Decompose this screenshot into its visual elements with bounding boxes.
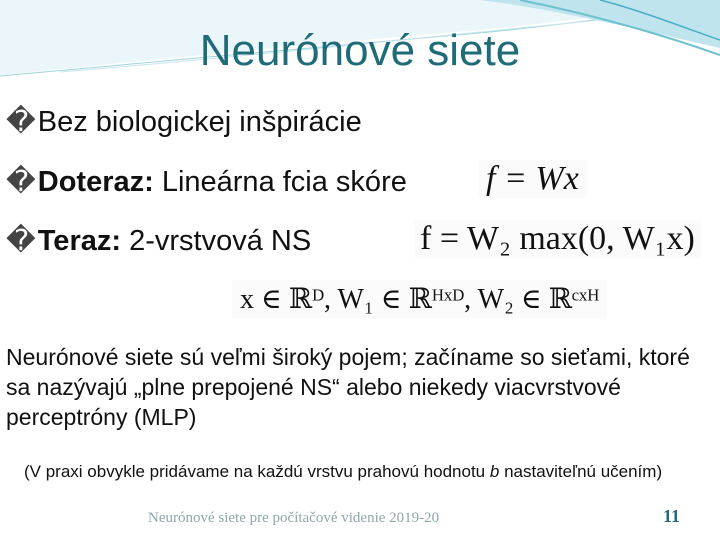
- slide-title: Neurónové siete: [199, 26, 521, 75]
- formula-dimensions: x ∈ ℝᴰ, W₁ ∈ ℝᴴˣᴰ, W₂ ∈ ℝᶜˣᴴ: [232, 280, 607, 318]
- bullet-doteraz: [6, 164, 407, 199]
- page-number: 11: [663, 506, 681, 526]
- bullet-bez-inspiracie: [6, 104, 362, 139]
- bullet-marker-icon: �: [6, 106, 36, 138]
- bullet-text: Lineárna fcia skóre: [153, 166, 407, 198]
- bullet-marker-icon: �: [6, 166, 36, 198]
- formula-two-layer: f = W₂ max(0, W₁x): [414, 220, 701, 258]
- bias-note: [24, 462, 718, 482]
- bullet-bold-label: Teraz:: [37, 225, 122, 257]
- footer-course-title: Neurónové siete pre počítačové videnie 2019-20: [148, 510, 440, 526]
- bullet-text: 2-vrstvová NS: [121, 225, 312, 257]
- bias-note-text: (V praxi obvykle pridávame na každú vrstvu prahovú hodnotu: [24, 462, 490, 481]
- bullet-marker-icon: �: [6, 225, 36, 257]
- bullet-text: Bez biologickej inšpirácie: [37, 106, 362, 138]
- description-paragraph: Neurónové siete sú veľmi široký pojem; začíname so sieťami, ktoré sa nazývajú „plne prepojené NS“ alebo niekedy viacvrstvové perceptróny (MLP): [6, 344, 690, 430]
- bias-note-text-end: nastaviteľnú učením): [499, 462, 663, 481]
- bullet-bold-label: Doteraz:: [37, 166, 154, 198]
- formula-linear-score: f = Wx: [478, 160, 587, 198]
- bias-symbol: b: [489, 462, 500, 481]
- bullet-teraz: [6, 223, 311, 258]
